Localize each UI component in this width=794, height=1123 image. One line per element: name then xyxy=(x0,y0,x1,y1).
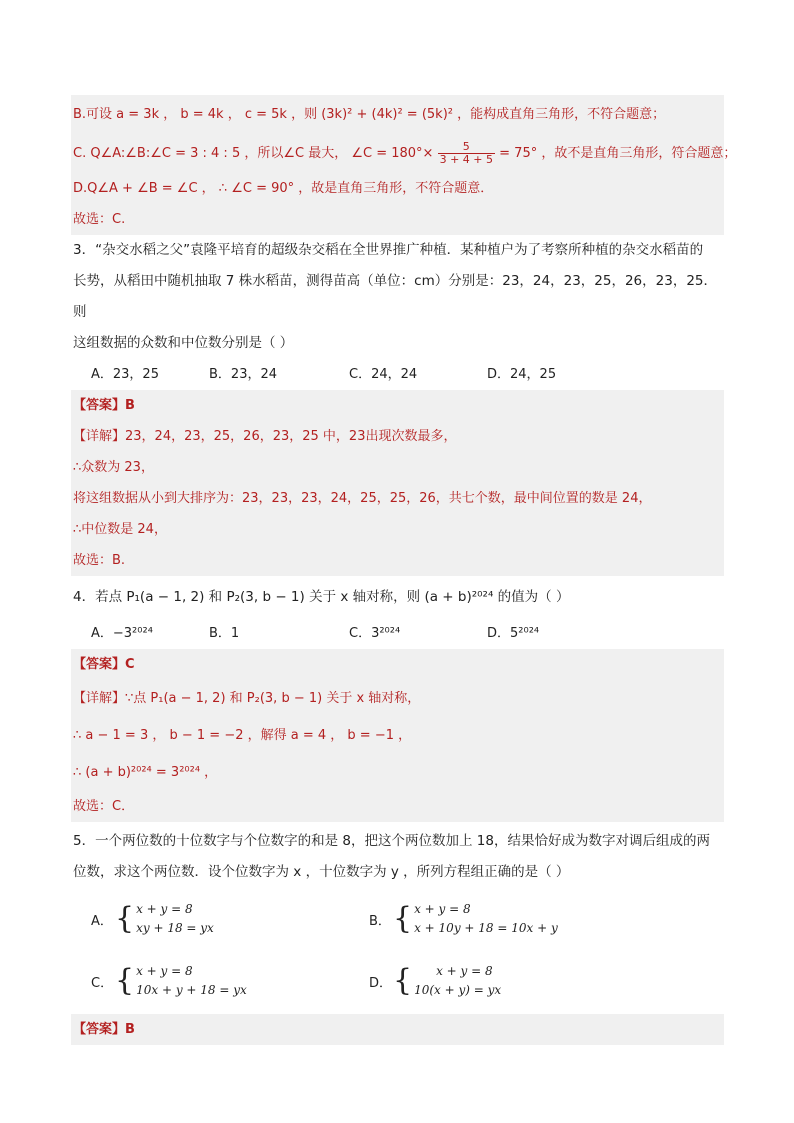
q4-detail-2: ∴ a − 1 = 3 ， b − 1 = −2 ，解得 a = 4 ， b = −1 ， xyxy=(73,728,412,743)
q4-option-b: B．1 xyxy=(209,626,240,641)
left-brace-icon: { xyxy=(115,963,135,998)
q2-fraction-numerator: 5 xyxy=(438,141,495,154)
q2-option-d-analysis: D.Q∠A + ∠B = ∠C ， ∴ ∠C = 90° ，故是直角三角形，不符合题意． xyxy=(73,181,494,196)
q3-detail-3: 将这组数据从小到大排序为：23，23，23，24，25，25，26，共七个数，最中间位置的数是 24， xyxy=(73,491,652,506)
q5-option-c-label: C． xyxy=(91,975,114,991)
q3-detail-1: 【详解】23，24，23，25，26，23，25 中，23出现次数最多， xyxy=(73,429,457,444)
q3-option-b: B．23，24 xyxy=(209,367,278,382)
q3-choice: 故选：B. xyxy=(73,553,126,568)
equation: x + y = 8 xyxy=(436,964,493,978)
q4-stem: 4．若点 P₁(a − 1, 2) 和 P₂(3, b − 1) 关于 x 轴对称，则 (a + b)²⁰²⁴ 的值为（ ） xyxy=(73,589,570,605)
q4-option-c: C．3²⁰²⁴ xyxy=(349,626,401,641)
q5-solution-block xyxy=(71,1014,724,1045)
q5-option-d xyxy=(369,950,669,1012)
equation: xy + 18 = yx xyxy=(136,921,214,935)
equation-system xyxy=(115,962,247,1000)
q4-detail-3: ∴ (a + b)²⁰²⁴ = 3²⁰²⁴ ， xyxy=(73,765,218,780)
q3-stem-line2: 长势，从稻田中随机抽取 7 株水稻苗，测得苗高（单位：cm）分别是：23，24，23，25，26，23，25．则 xyxy=(73,273,717,320)
equation: 10x + y + 18 = yx xyxy=(136,983,247,997)
q3-detail-4: ∴中位数是 24， xyxy=(73,522,167,537)
q4-choice: 故选：C． xyxy=(73,799,135,814)
q4-option-d: D．5²⁰²⁴ xyxy=(487,626,540,641)
equation: x + y = 8 xyxy=(136,902,193,916)
q4-answer: 【答案】C xyxy=(73,657,135,672)
q2-option-c-post: = 75° ，故不是直角三角形，符合题意； xyxy=(499,146,737,161)
q5-stem-line1: 5．一个两位数的十位数字与个位数字的和是 8，把这个两位数加上 18，结果恰好成为数字对调后组成的两 xyxy=(73,833,710,849)
q2-solution-block xyxy=(71,95,737,235)
q5-option-d-label: D． xyxy=(369,975,393,991)
q3-option-d: D．24，25 xyxy=(487,367,557,382)
q2-option-c-pre: C. Q∠A:∠B:∠C = 3 : 4 : 5 ，所以∠C 最大， ∠C = 180°× xyxy=(73,146,434,161)
equation: 10(x + y) = yx xyxy=(414,983,502,997)
document-page xyxy=(71,95,737,1045)
equation: x + y = 8 xyxy=(136,964,193,978)
equation: x + y = 8 xyxy=(414,902,471,916)
q3-option-c: C．24，24 xyxy=(349,367,418,382)
q3-stem-line1: 3．“杂交水稻之父”袁隆平培育的超级杂交稻在全世界推广种植．某种植户为了考察所种植的杂交水稻苗的 xyxy=(73,242,704,258)
q4-option-a: A．−3²⁰²⁴ xyxy=(91,626,153,641)
q3-option-a: A．23，25 xyxy=(91,367,159,382)
q4-options xyxy=(71,618,724,649)
left-brace-icon: { xyxy=(393,963,413,998)
equation-system xyxy=(115,900,214,938)
left-brace-icon: { xyxy=(115,901,135,936)
q5-option-a-label: A． xyxy=(91,913,113,929)
q3-options xyxy=(71,359,724,390)
q2-fraction-denominator: 3 + 4 + 5 xyxy=(439,153,494,166)
left-brace-icon: { xyxy=(393,901,413,936)
q2-fraction xyxy=(438,141,495,166)
q5-stem-line2: 位数，求这个两位数．设个位数字为 x ，十位数字为 y ，所列方程组正确的是（ ） xyxy=(73,864,570,880)
q2-option-b-analysis: B.可设 a = 3k ， b = 4k ， c = 5k ，则 (3k)² + (4k)² = (5k)² ，能构成直角三角形，不符合题意； xyxy=(73,107,666,122)
q5-option-b-label: B． xyxy=(369,913,391,929)
equation-system xyxy=(393,962,501,1000)
q4-solution-block xyxy=(71,649,724,822)
q5-option-b xyxy=(369,888,669,950)
q2-option-c-analysis xyxy=(71,135,737,173)
q5-answer: 【答案】B xyxy=(73,1022,135,1037)
q3-detail-2: ∴众数为 23， xyxy=(73,460,154,475)
q5-options xyxy=(71,888,724,1012)
q3-answer: 【答案】B xyxy=(73,398,135,413)
q2-choice: 故选：C. xyxy=(73,212,126,227)
q5-option-c xyxy=(91,950,369,1012)
equation-system xyxy=(393,900,558,938)
q3-solution-block xyxy=(71,390,724,576)
q3-stem-line3: 这组数据的众数和中位数分别是（ ） xyxy=(73,335,294,351)
q4-detail-1: 【详解】∵点 P₁(a − 1, 2) 和 P₂(3, b − 1) 关于 x 轴对称， xyxy=(73,691,421,706)
q5-option-a xyxy=(91,888,369,950)
equation: x + 10y + 18 = 10x + y xyxy=(414,921,558,935)
